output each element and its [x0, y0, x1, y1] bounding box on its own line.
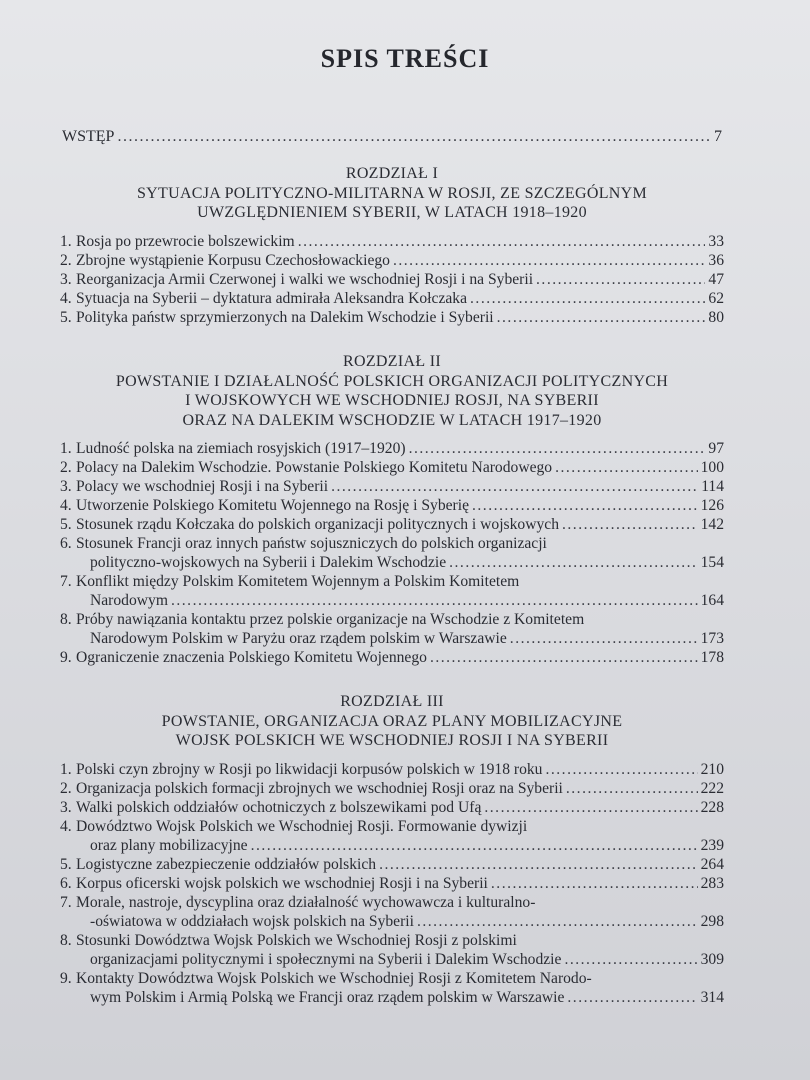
entry-page: 298 [700, 912, 724, 930]
entry-text: Stosunek rządu Kołczaka do polskich organizacji politycznych i wojskowych [76, 516, 559, 533]
entry-line [76, 572, 724, 591]
chapter-entries [60, 760, 724, 1007]
chapter-heading [60, 352, 724, 430]
entry-line [76, 553, 724, 572]
chapter-entries [60, 232, 724, 327]
entry-line [76, 779, 724, 798]
entry-text: Organizacja polskich formacji zbrojnych we wschodniej Rosji oraz na Syberii [76, 779, 563, 797]
toc-entry [60, 779, 724, 798]
dot-leader [566, 779, 698, 798]
entry-line [76, 477, 724, 496]
entry-page: 178 [700, 649, 724, 666]
entry-line [76, 893, 724, 912]
dot-leader [484, 798, 697, 817]
dot-leader [251, 836, 698, 855]
entry-page: 80 [708, 308, 724, 326]
entry-number: 5. [60, 855, 72, 873]
dot-leader [472, 496, 698, 515]
entry-number: 8. [60, 611, 72, 628]
toc-entry [60, 572, 724, 610]
entry-line [76, 534, 724, 553]
dot-leader [497, 308, 706, 327]
entry-page: 239 [700, 836, 724, 854]
dot-leader [536, 270, 705, 289]
page-title: SPIS TREŚCI [320, 44, 490, 73]
entry-line [76, 629, 724, 648]
entry-line [76, 610, 724, 629]
entry-line [76, 515, 724, 534]
toc-entry [60, 308, 724, 327]
chapter-3 [60, 692, 724, 1007]
entry-page: 314 [700, 988, 724, 1006]
entry-page: 33 [708, 232, 724, 250]
entry-text: Stosunki Dowództwa Wojsk Polskich we Wschodniej Rosji z polskimi [76, 931, 517, 949]
chapter-title-line: ORAZ NA DALEKIM WSCHODZIE W LATACH 1917–1920 [182, 411, 602, 429]
intro-label: WSTĘP [62, 128, 115, 145]
entry-text: Narodowym [90, 592, 168, 609]
dot-leader [470, 289, 705, 308]
entry-line [76, 798, 724, 817]
entry-page: 154 [700, 554, 724, 571]
dot-leader [510, 629, 698, 648]
toc-entry [60, 496, 724, 515]
entry-line [76, 988, 724, 1007]
toc-entry [60, 251, 724, 270]
entry-page: 114 [701, 478, 724, 495]
entry-text: Sytuacja na Syberii – dyktatura admirała Aleksandra Kołczaka [76, 289, 468, 307]
entry-line [76, 931, 724, 950]
chapter-2 [60, 352, 724, 667]
toc-line [62, 128, 722, 146]
toc-entry [60, 817, 724, 855]
entry-number: 1. [60, 232, 72, 250]
chapter-title-line: UWZGLĘDNIENIEM SYBERII, W LATACH 1918–1920 [197, 204, 587, 221]
entry-number: 2. [60, 459, 72, 476]
chapter-number: ROZDZIAŁ I [345, 165, 439, 182]
dot-leader [491, 874, 698, 893]
entry-number: 2. [60, 251, 72, 269]
toc-entry [60, 610, 724, 648]
entry-text: Ludność polska na ziemiach rosyjskich (1917–1920) [76, 440, 406, 457]
dot-leader [298, 232, 706, 251]
entry-text: Walki polskich oddziałów ochotniczych z bolszewikami pod Ufą [76, 798, 482, 816]
toc-entry [60, 289, 724, 308]
toc-entry [60, 458, 724, 477]
chapter-heading [60, 164, 724, 223]
toc-intro [62, 128, 722, 146]
chapter-title-line: SYTUACJA POLITYCZNO-MILITARNA W ROSJI, ZE SZCZEGÓLNYM [136, 184, 648, 202]
entry-page: 142 [700, 516, 724, 533]
entry-text: Próby nawiązania kontaktu przez polskie organizacje na Wschodzie z Komitetem [76, 611, 585, 628]
chapter-title-line: WOJSK POLSKICH WE WSCHODNIEJ ROSJI I NA SYBERII [175, 732, 609, 749]
entry-number: 6. [60, 535, 72, 552]
dot-leader [555, 458, 698, 477]
entry-line [76, 817, 724, 836]
entry-line [76, 439, 724, 458]
entry-text: Narodowym Polskim w Paryżu oraz rządem polskim w Warszawie [90, 630, 507, 647]
chapter-title-line: POWSTANIE I DZIAŁALNOŚĆ POLSKICH ORGANIZACJI POLITYCZNYCH [115, 372, 669, 390]
entry-text: Konflikt między Polskim Komitetem Wojennym a Polskim Komitetem [76, 573, 520, 590]
entry-text: wym Polskim i Armią Polską we Francji oraz rządem polskim w Warszawie [90, 988, 565, 1006]
entry-line [76, 855, 724, 874]
entry-text: Korpus oficerski wojsk polskich we wschodniej Rosji i na Syberii [76, 874, 488, 892]
entry-line [76, 270, 724, 289]
entry-text: Zbrojne wystąpienie Korpusu Czechosłowackiego [76, 251, 390, 269]
dot-leader [562, 515, 698, 534]
chapter-title-line: I WOJSKOWYCH WE WSCHODNIEJ ROSJI, NA SYBERII [185, 392, 599, 409]
entry-number: 3. [60, 270, 72, 288]
entry-page: 100 [700, 459, 724, 476]
dot-leader [171, 591, 698, 610]
entry-number: 1. [60, 440, 72, 457]
entry-line [76, 969, 724, 988]
entry-line [76, 496, 724, 515]
entry-number: 9. [60, 649, 72, 666]
dot-leader [409, 439, 706, 458]
chapter-1 [60, 164, 724, 327]
entry-line [76, 950, 724, 969]
entry-line [76, 458, 724, 477]
toc-entry [60, 874, 724, 893]
entry-text: Polacy we wschodniej Rosji i na Syberii [76, 478, 329, 495]
entry-page: 126 [700, 497, 724, 514]
entry-text: Stosunek Francji oraz innych państw sojuszniczych do polskich organizacji [76, 535, 547, 552]
entry-page: 210 [700, 760, 724, 778]
entry-line [76, 308, 724, 327]
dot-leader [545, 760, 697, 779]
toc-entry [60, 477, 724, 496]
toc-entry [60, 648, 724, 667]
toc-entry [60, 270, 724, 289]
entry-line [76, 591, 724, 610]
entry-line [76, 874, 724, 893]
toc-entry [60, 798, 724, 817]
entry-number: 5. [60, 308, 72, 326]
chapter-entries [60, 439, 724, 667]
entry-text: Dowództwo Wojsk Polskich we Wschodniej Rosji. Formowanie dywizji [76, 817, 528, 835]
intro-page: 7 [714, 128, 722, 145]
entry-line [76, 836, 724, 855]
toc-entry [60, 931, 724, 969]
entry-text: Polacy na Dalekim Wschodzie. Powstanie Polskiego Komitetu Narodowego [76, 459, 553, 476]
entry-number: 9. [60, 969, 72, 987]
toc-entry [60, 893, 724, 931]
entry-page: 164 [700, 592, 724, 609]
entry-line [76, 289, 724, 308]
entry-page: 228 [700, 798, 724, 816]
entry-number: 3. [60, 798, 72, 816]
entry-text: Ograniczenie znaczenia Polskiego Komitetu Wojennego [76, 649, 427, 666]
entry-text: Logistyczne zabezpieczenie oddziałów polskich [76, 855, 377, 873]
entry-number: 6. [60, 874, 72, 892]
entry-page: 264 [700, 855, 724, 873]
dot-leader [117, 128, 711, 146]
toc-entry [60, 515, 724, 534]
chapter-number: ROZDZIAŁ II [343, 353, 441, 370]
entry-number: 2. [60, 779, 72, 797]
entry-page: 97 [708, 440, 724, 457]
entry-page: 62 [708, 289, 724, 307]
toc-entry [60, 534, 724, 572]
entry-line [76, 648, 724, 667]
entry-line [76, 251, 724, 270]
entry-text: Polityka państw sprzymierzonych na Dalekim Wschodzie i Syberii [76, 308, 494, 326]
dot-leader [430, 648, 698, 667]
entry-text: Morale, nastroje, dyscyplina oraz działalność wychowawcza i kulturalno- [76, 893, 536, 911]
entry-line [76, 912, 724, 931]
entry-text: Rosja po przewrocie bolszewickim [76, 232, 295, 250]
dot-leader [564, 950, 697, 969]
entry-number: 4. [60, 497, 72, 514]
entry-number: 7. [60, 573, 72, 590]
entry-text: Kontakty Dowództwa Wojsk Polskich we Wschodniej Rosji z Komitetem Narodo- [76, 969, 592, 987]
dot-leader [379, 855, 698, 874]
toc-entry [60, 969, 724, 1007]
entry-page: 283 [700, 874, 724, 892]
dot-leader [393, 251, 705, 270]
entry-number: 1. [60, 760, 72, 778]
entry-text: Reorganizacja Armii Czerwonej i walki we wschodniej Rosji i na Syberii [76, 270, 534, 288]
entry-text: polityczno-wojskowych na Syberii i Dalekim Wschodzie [90, 554, 447, 571]
toc-entry [60, 855, 724, 874]
entry-number: 4. [60, 289, 72, 307]
entry-line [76, 760, 724, 779]
entry-text: Polski czyn zbrojny w Rosji po likwidacji korpusów polskich w 1918 roku [76, 760, 543, 778]
entry-text: organizacjami politycznymi i społecznymi na Syberii i Dalekim Wschodzie [90, 950, 562, 968]
entry-page: 36 [708, 251, 724, 269]
toc-entry [60, 232, 724, 251]
entry-number: 7. [60, 893, 72, 911]
entry-page: 47 [708, 270, 724, 288]
toc-entry [60, 439, 724, 458]
entry-page: 309 [700, 950, 724, 968]
toc-entry [60, 760, 724, 779]
entry-text: Utworzenie Polskiego Komitetu Wojennego na Rosję i Syberię [76, 497, 469, 514]
dot-leader [449, 553, 697, 572]
dot-leader [417, 912, 698, 931]
dot-leader [567, 988, 697, 1007]
chapter-title-line: POWSTANIE, ORGANIZACJA ORAZ PLANY MOBILIZACYJNE [161, 712, 623, 730]
entry-line [76, 232, 724, 251]
entry-number: 8. [60, 931, 72, 949]
chapter-heading [60, 692, 724, 751]
dot-leader [331, 477, 698, 496]
entry-text: oraz plany mobilizacyjne [90, 836, 248, 854]
entry-number: 5. [60, 516, 72, 533]
entry-number: 3. [60, 478, 72, 495]
entry-page: 222 [700, 779, 724, 797]
chapter-number: ROZDZIAŁ III [340, 693, 444, 710]
entry-page: 173 [700, 630, 724, 647]
entry-number: 4. [60, 817, 72, 835]
entry-text: -oświatowa w oddziałach wojsk polskich na Syberii [90, 912, 414, 930]
